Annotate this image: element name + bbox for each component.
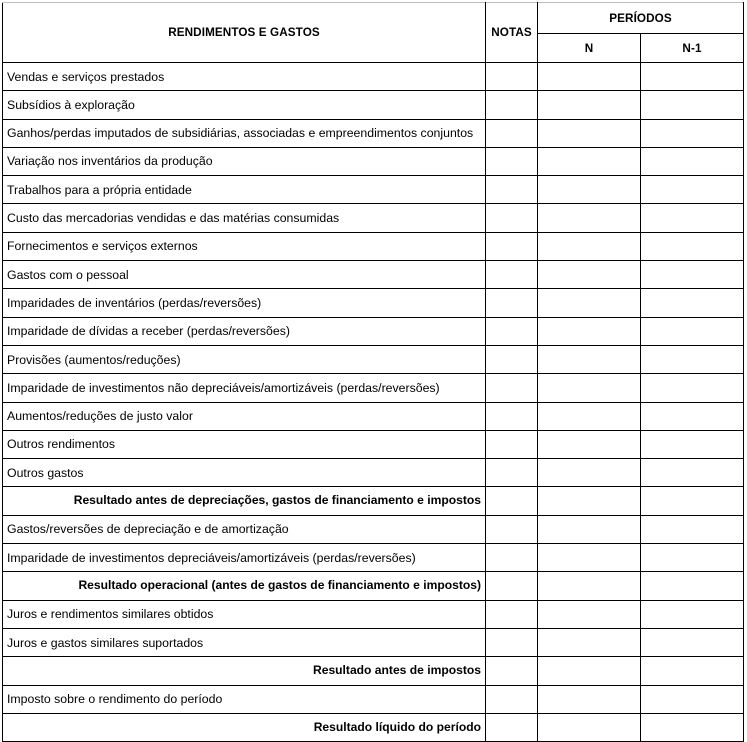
row-value-current-period[interactable] <box>538 600 641 628</box>
row-value-current-period[interactable] <box>538 685 641 713</box>
row-label: Aumentos/reduções de justo valor <box>3 402 486 430</box>
row-label: Gastos/reversões de depreciação e de amortização <box>3 515 486 543</box>
row-label: Imparidade de investimentos não depreciáveis/amortizáveis (perdas/reversões) <box>3 374 486 402</box>
table-row <box>3 147 744 175</box>
row-value-current-period[interactable] <box>538 544 641 572</box>
row-label: Juros e gastos similares suportados <box>3 628 486 656</box>
table-row <box>3 374 744 402</box>
row-value-previous-period[interactable] <box>641 119 744 147</box>
row-value-current-period[interactable] <box>538 459 641 487</box>
row-value-previous-period[interactable] <box>641 261 744 289</box>
row-value-previous-period[interactable] <box>641 289 744 317</box>
row-label-total: Resultado líquido do período <box>3 713 486 741</box>
row-value-current-period[interactable] <box>538 657 641 685</box>
row-notes-cell[interactable] <box>486 544 538 572</box>
table-row <box>3 487 744 515</box>
row-notes-cell[interactable] <box>486 91 538 119</box>
row-value-current-period[interactable] <box>538 204 641 232</box>
row-value-current-period[interactable] <box>538 317 641 345</box>
row-value-current-period[interactable] <box>538 713 641 741</box>
row-notes-cell[interactable] <box>486 713 538 741</box>
row-value-current-period[interactable] <box>538 572 641 600</box>
row-label: Ganhos/perdas imputados de subsidiárias, associadas e empreendimentos conjuntos <box>3 119 486 147</box>
row-label: Trabalhos para a própria entidade <box>3 176 486 204</box>
row-value-previous-period[interactable] <box>641 63 744 91</box>
row-notes-cell[interactable] <box>486 204 538 232</box>
row-value-current-period[interactable] <box>538 430 641 458</box>
row-label: Outros rendimentos <box>3 430 486 458</box>
table-row <box>3 204 744 232</box>
row-value-previous-period[interactable] <box>641 430 744 458</box>
row-notes-cell[interactable] <box>486 261 538 289</box>
row-label-total: Resultado operacional (antes de gastos de financiamento e impostos) <box>3 572 486 600</box>
row-notes-cell[interactable] <box>486 657 538 685</box>
row-label: Imposto sobre o rendimento do período <box>3 685 486 713</box>
table-row <box>3 232 744 260</box>
row-notes-cell[interactable] <box>486 572 538 600</box>
row-label: Fornecimentos e serviços externos <box>3 232 486 260</box>
row-notes-cell[interactable] <box>486 600 538 628</box>
row-label: Variação nos inventários da produção <box>3 147 486 175</box>
column-header-period-previous: N-1 <box>641 34 744 63</box>
row-value-previous-period[interactable] <box>641 572 744 600</box>
row-value-previous-period[interactable] <box>641 487 744 515</box>
table-row <box>3 600 744 628</box>
row-value-previous-period[interactable] <box>641 402 744 430</box>
row-label: Imparidade de dívidas a receber (perdas/reversões) <box>3 317 486 345</box>
row-label: Outros gastos <box>3 459 486 487</box>
row-notes-cell[interactable] <box>486 430 538 458</box>
row-value-previous-period[interactable] <box>641 515 744 543</box>
table-body <box>3 63 744 742</box>
row-value-current-period[interactable] <box>538 232 641 260</box>
row-notes-cell[interactable] <box>486 232 538 260</box>
row-notes-cell[interactable] <box>486 374 538 402</box>
column-header-period-current: N <box>538 34 641 63</box>
income-statement-table <box>2 2 744 742</box>
table-row <box>3 289 744 317</box>
row-value-previous-period[interactable] <box>641 345 744 373</box>
row-notes-cell[interactable] <box>486 176 538 204</box>
row-notes-cell[interactable] <box>486 119 538 147</box>
row-label: Subsídios à exploração <box>3 91 486 119</box>
row-notes-cell[interactable] <box>486 685 538 713</box>
row-value-previous-period[interactable] <box>641 713 744 741</box>
table-row <box>3 63 744 91</box>
row-value-current-period[interactable] <box>538 402 641 430</box>
table-row <box>3 317 744 345</box>
column-header-periods: PERÍODOS <box>538 3 744 34</box>
row-value-current-period[interactable] <box>538 628 641 656</box>
table-row <box>3 345 744 373</box>
row-value-current-period[interactable] <box>538 63 641 91</box>
row-notes-cell[interactable] <box>486 487 538 515</box>
header-row-primary <box>3 3 744 34</box>
row-value-previous-period[interactable] <box>641 204 744 232</box>
row-value-previous-period[interactable] <box>641 232 744 260</box>
table-header <box>3 3 744 63</box>
row-notes-cell[interactable] <box>486 345 538 373</box>
table-row <box>3 515 744 543</box>
table-row <box>3 572 744 600</box>
row-notes-cell[interactable] <box>486 317 538 345</box>
row-label: Imparidades de inventários (perdas/reversões) <box>3 289 486 317</box>
row-label: Gastos com o pessoal <box>3 261 486 289</box>
row-value-previous-period[interactable] <box>641 544 744 572</box>
row-value-current-period[interactable] <box>538 147 641 175</box>
column-header-notes: NOTAS <box>486 3 538 63</box>
row-value-previous-period[interactable] <box>641 459 744 487</box>
row-label: Juros e rendimentos similares obtidos <box>3 600 486 628</box>
row-label: Provisões (aumentos/reduções) <box>3 345 486 373</box>
row-notes-cell[interactable] <box>486 459 538 487</box>
table-row <box>3 261 744 289</box>
table-row <box>3 402 744 430</box>
row-value-current-period[interactable] <box>538 261 641 289</box>
row-label: Imparidade de investimentos depreciáveis/amortizáveis (perdas/reversões) <box>3 544 486 572</box>
row-label-total: Resultado antes de depreciações, gastos de financiamento e impostos <box>3 487 486 515</box>
row-notes-cell[interactable] <box>486 628 538 656</box>
table-row <box>3 685 744 713</box>
row-value-previous-period[interactable] <box>641 374 744 402</box>
row-value-previous-period[interactable] <box>641 657 744 685</box>
row-label: Custo das mercadorias vendidas e das matérias consumidas <box>3 204 486 232</box>
table-row <box>3 430 744 458</box>
row-value-previous-period[interactable] <box>641 147 744 175</box>
table-row <box>3 544 744 572</box>
table-row <box>3 91 744 119</box>
row-value-current-period[interactable] <box>538 289 641 317</box>
row-notes-cell[interactable] <box>486 402 538 430</box>
row-value-previous-period[interactable] <box>641 176 744 204</box>
table-row <box>3 628 744 656</box>
row-value-current-period[interactable] <box>538 119 641 147</box>
table-row <box>3 657 744 685</box>
table-row <box>3 713 744 741</box>
row-notes-cell[interactable] <box>486 63 538 91</box>
row-value-previous-period[interactable] <box>641 600 744 628</box>
row-notes-cell[interactable] <box>486 147 538 175</box>
table-row <box>3 459 744 487</box>
table-row <box>3 176 744 204</box>
row-value-current-period[interactable] <box>538 345 641 373</box>
table-row <box>3 119 744 147</box>
column-header-description: RENDIMENTOS E GASTOS <box>3 3 486 63</box>
row-value-previous-period[interactable] <box>641 685 744 713</box>
row-value-current-period[interactable] <box>538 374 641 402</box>
row-value-current-period[interactable] <box>538 176 641 204</box>
row-notes-cell[interactable] <box>486 289 538 317</box>
row-value-previous-period[interactable] <box>641 317 744 345</box>
row-value-previous-period[interactable] <box>641 91 744 119</box>
row-value-current-period[interactable] <box>538 487 641 515</box>
row-value-current-period[interactable] <box>538 91 641 119</box>
row-value-current-period[interactable] <box>538 515 641 543</box>
row-label: Vendas e serviços prestados <box>3 63 486 91</box>
row-notes-cell[interactable] <box>486 515 538 543</box>
row-value-previous-period[interactable] <box>641 628 744 656</box>
row-label-total: Resultado antes de impostos <box>3 657 486 685</box>
